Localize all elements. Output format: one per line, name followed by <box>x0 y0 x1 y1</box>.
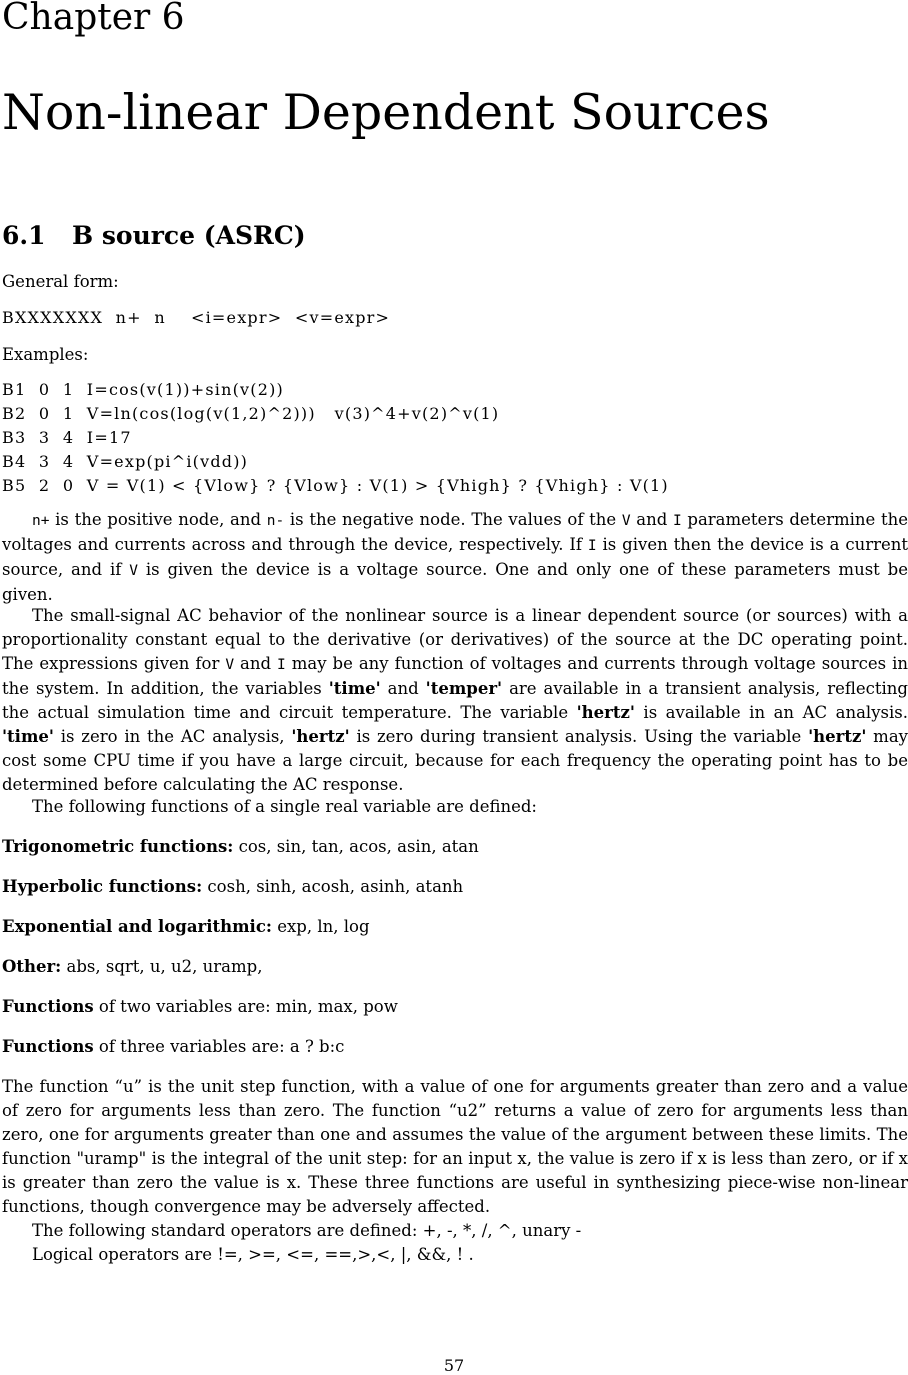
definition-item: Other: abs, sqrt, u, u2, uramp, <box>2 957 263 976</box>
example-line: B4 3 4 V=exp(pi^i(vdd)) <box>2 452 249 471</box>
definition-item: Hyperbolic functions: cosh, sinh, acosh, asinh, atanh <box>2 877 464 896</box>
definition-item: Trigonometric functions: cos, sin, tan, acos, asin, atan <box>2 837 479 856</box>
code-n-plus: n+ <box>32 513 50 529</box>
definition-item: Exponential and logarithmic: exp, ln, log <box>2 917 370 936</box>
paragraph-nodes: n+ is the positive node, and n- is the negative node. The values of the V and I parameters determine the voltages and currents across and through the device, respectively. If I is given then the device is a current source, and if V is given the device is a voltage source. One and only one of these parameters must be given. <box>2 510 908 604</box>
function-definitions <box>2 835 479 1075</box>
page-number: 57 <box>443 1356 465 1375</box>
examples-code-block <box>2 378 669 498</box>
examples-label: Examples: <box>2 345 89 364</box>
definition-item: Functions of three variables are: a ? b:c <box>2 1037 345 1056</box>
paragraph-ac-behavior: The small-signal AC behavior of the nonlinear source is a linear dependent source (or sources) with a proportionality constant equal to the derivative (or derivatives) of the source at the DC operating point. The expressions given for V and I may be any function of voltages and currents through voltage sources in the system. In addition, the variables 'time' and 'temper' are available in a transient analysis, reflecting the actual simulation time and circuit temperature. The variable 'hertz' is available in an AC analysis. 'time' is zero in the AC analysis, 'hertz' is zero during transient analysis. Using the variable 'hertz' may cost some CPU time if you have a large circuit, because for each frequency the operating point has to be determined before calculating the AC response. <box>2 606 908 794</box>
general-form-syntax: BXXXXXXX n+ n <i=expr> <v=expr> <box>2 308 391 327</box>
paragraph-logical-operators: Logical operators are !=, >=, <=, ==,>,<, |, &&, ! . <box>32 1245 474 1264</box>
general-form-label: General form: <box>2 272 119 291</box>
section-title: B source (ASRC) <box>72 221 306 250</box>
section-heading <box>2 220 306 252</box>
section-number: 6.1 <box>2 221 46 250</box>
definition-item: Functions of two variables are: min, max, pow <box>2 997 398 1016</box>
chapter-label: Chapter 6 <box>2 0 185 38</box>
code-n-minus: n- <box>266 513 285 529</box>
example-line: B2 0 1 V=ln(cos(log(v(1,2)^2))) v(3)^4+v(2)^v(1) <box>2 404 500 423</box>
example-line: B5 2 0 V = V(1) < {Vlow} ? {Vlow} : V(1) > {Vhigh} ? {Vhigh} : V(1) <box>2 476 669 495</box>
example-line: B1 0 1 I=cos(v(1))+sin(v(2)) <box>2 380 284 399</box>
example-line: B3 3 4 I=17 <box>2 428 132 447</box>
chapter-title: Non-linear Dependent Sources <box>2 84 770 141</box>
paragraph-standard-operators: The following standard operators are defined: +, -, *, /, ^, unary - <box>32 1221 582 1240</box>
paragraph-functions-intro: The following functions of a single real variable are defined: <box>32 797 537 816</box>
paragraph-unit-step: The function “u” is the unit step function, with a value of one for arguments greater than zero and a value of zero for arguments less than zero. The function “u2” returns a value of zero for arguments less than zero, one for arguments greater than one and assumes the value of the argument between these limits. The function "uramp" is the integral of the unit step: for an input x, the value is zero if x is less than zero, or if x is greater than zero the value is x. These three functions are useful in synthesizing piece-wise non-linear functions, though convergence may be adversely affected. <box>2 1077 908 1216</box>
